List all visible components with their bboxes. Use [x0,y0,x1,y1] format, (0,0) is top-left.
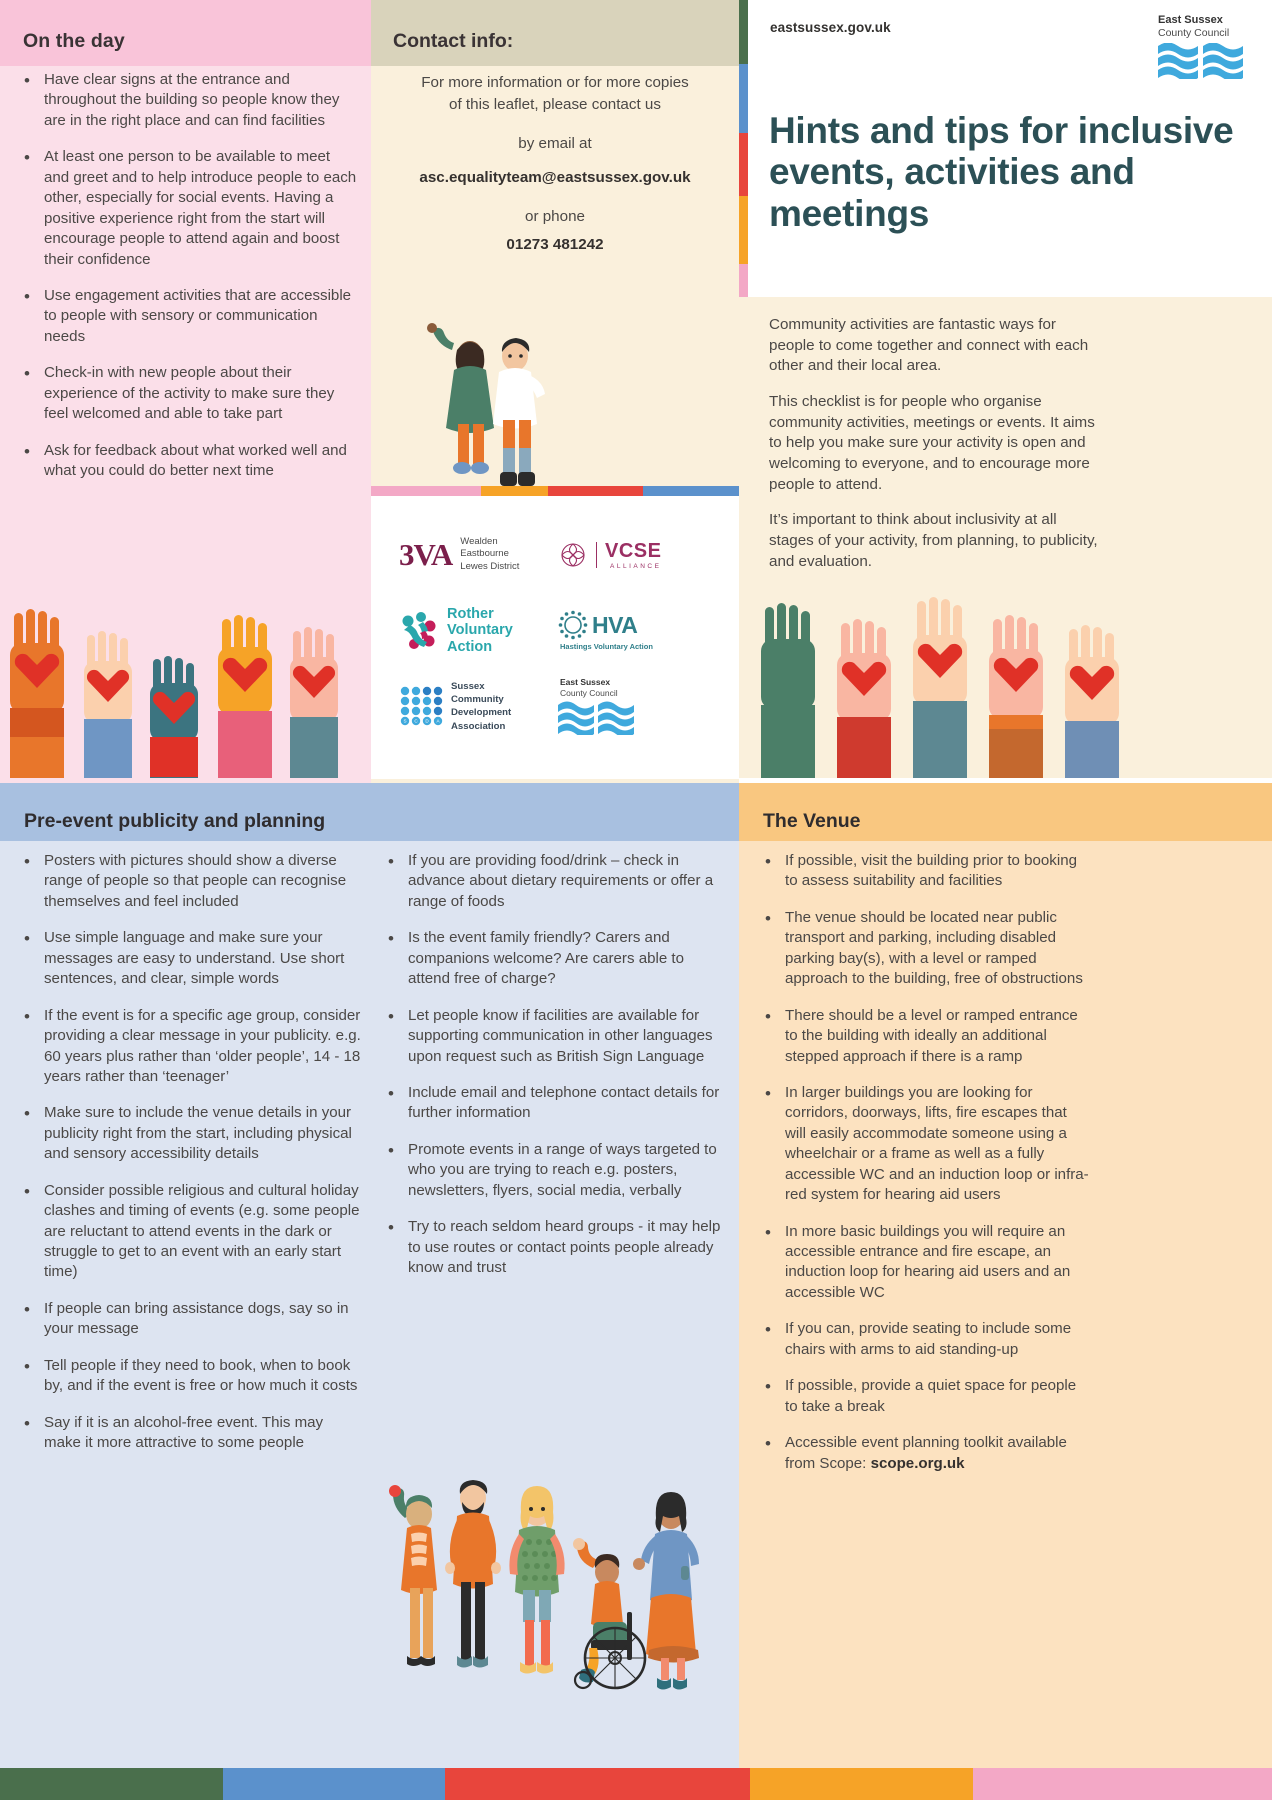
contact-email-label: by email at [518,135,592,153]
contact-line-2: of this leaflet, please contact us [449,95,661,113]
list-item: • If people can bring assistance dogs, say so in your message [18,1299,363,1340]
on-the-day-list [18,70,358,497]
logo-rva-line-3: Action [447,638,493,655]
list-item: • Posters with pictures should show a diverse range of people so that people can recognise themselves and feel included [18,851,363,912]
stripe-pink [973,1768,1272,1800]
svg-text:A: A [436,718,440,724]
svg-text:C: C [414,718,418,724]
contact-heading: Contact info: [393,30,514,52]
list-item: • If possible, provide a quiet space for people to take a break [759,1376,1089,1417]
scope-toolkit-text: Accessible event planning toolkit available from Scope: [785,1434,1067,1472]
logo-escc-partner [558,677,717,735]
pre-event-list-column-1 [18,851,363,1470]
partner-logos-box [371,496,739,779]
group-of-people-illustration [375,1456,725,1761]
contact-line-1: For more information or for more copies [421,74,689,91]
on-the-day-header [0,0,371,66]
rother-people-icon [399,612,439,650]
raised-hands-illustration-left [0,593,371,778]
stripe-green [0,1768,223,1800]
list-item: • Let people know if facilities are available for supporting communication in other languages upon request such as British Sign Language [382,1006,722,1067]
logo-vcse [558,540,717,570]
logo-vcse-mark: VCSE [605,539,662,562]
scda-dots-icon [399,686,443,726]
logo-escc-line-1: East Sussex [560,677,611,688]
list-item: • In more basic buildings you will require an accessible entrance and fire escape, an induction loop for hearing aid users and an accessible WC [759,1222,1089,1304]
list-item: • In larger buildings you are looking for corridors, doorways, lifts, fire escapes that will easily accommodate someone using a wheelchair or a frame as well as a fully accessible WC and an induction loop or infra-red system for hearing aid users [759,1083,1089,1206]
list-item: • Is the event family friendly? Carers and companions welcome? Are carers able to attend free of charge? [382,928,722,989]
logo-scda-line-3: Development [451,707,512,719]
logo-vcse-line-1: ALLIANCE [610,562,662,570]
east-sussex-county-council-logo [1158,14,1244,84]
logo-scda-line-1: Sussex [451,680,485,692]
logo-3va-line-1: Wealden [460,535,498,547]
escc-waves-icon [558,701,636,735]
logo-hva [558,610,717,651]
pre-event-list-column-2 [382,851,722,1294]
list-item: • If possible, visit the building prior to booking to assess suitability and facilities [759,851,1089,892]
panel-venue [739,783,1272,1768]
panel-pre-event [0,783,739,1768]
logo-scda-line-4: Association [451,720,506,732]
list-item: • If you are providing food/drink – check in advance about dietary requirements or offer a range of foods [382,851,722,912]
pre-event-header [0,783,739,841]
website-url[interactable]: eastsussex.gov.uk [770,20,891,35]
venue-heading: The Venue [763,810,861,832]
logo-divider [596,542,597,568]
list-item: • If the event is for a specific age group, consider providing a clear message in your publicity. e.g. 60 years plus rather than ‘older people’, 14 - 18 years rather than ‘teenager’ [18,1006,363,1088]
logo-scda [399,680,558,733]
on-the-day-heading: On the day [23,30,125,52]
list-item: • Say if it is an alcohol-free event. This may make it more attractive to some people [18,1413,363,1454]
contact-body [371,72,739,255]
intro-paragraph-3: It’s important to think about inclusivity at all stages of your activity, from planning, to publicity, and evaluation. [769,511,1098,570]
bottom-band [0,783,1272,1800]
escc-logo-line-1: East Sussex [1158,14,1223,26]
raised-hands-illustration-right [739,593,1272,778]
list-item: • Ask for feedback about what worked well and what you could do better next time [18,441,358,482]
logo-scda-line-2: Community [451,694,504,706]
stripe-red [445,1768,750,1800]
logo-hva-line-1: Hastings Voluntary Action [560,642,653,652]
logo-escc-line-2: County Council [560,687,618,698]
venue-header [739,783,1272,841]
escc-logo-line-2: County Council [1158,27,1230,40]
list-item: • Promote events in a range of ways targeted to who you are trying to reach e.g. posters, newsletters, flyers, social media, verbally [382,1140,722,1201]
intro-paragraph-1: Community activities are fantastic ways for people to come together and connect with each other and their local area. [769,316,1089,375]
logo-rva-line-2: Voluntary [447,622,513,639]
logo-3va-mark: 3VA [399,536,453,572]
list-item: • Check-in with new people about their experience of the activity to make sure they feel welcomed and able to take part [18,363,358,424]
partner-logo-grid [399,526,717,735]
pre-event-heading: Pre-event publicity and planning [24,810,326,832]
two-people-illustration [371,320,739,492]
bottom-color-stripe [0,1768,1272,1800]
list-item: • Consider possible religious and cultural holiday clashes and timing of events (e.g. some people are reluctant to attend events in the dark or struggle to get to an event with an early start time) [18,1181,363,1283]
page-title: Hints and tips for inclusive events, activities and meetings [769,110,1234,234]
vcse-knot-icon [558,540,588,570]
list-item: • Tell people if they need to book, when to book by, and if the event is free or how much it costs [18,1356,363,1397]
mid-color-stripe [371,486,739,496]
contact-email[interactable]: asc.equalityteam@eastsussex.gov.uk [419,168,691,186]
logo-3va-line-3: Lewes District [460,561,520,573]
svg-text:D: D [425,718,429,724]
logo-rother-voluntary-action [399,606,558,656]
list-item: • Have clear signs at the entrance and throughout the building so people know they are in the right place and can find facilities [18,70,358,131]
top-band [0,0,1272,898]
venue-list [759,851,1089,1490]
list-item: • Use engagement activities that are accessible to people with sensory or communication needs [18,286,358,347]
svg-text:S: S [403,718,407,724]
list-item: • Make sure to include the venue details in your publicity right from the start, including physical and sensory accessibility details [18,1103,363,1164]
vertical-color-stripe [739,0,748,300]
contact-phone-label: or phone [525,208,585,226]
list-item-scope [759,1433,1089,1474]
list-item: • Try to reach seldom heard groups - it may help to use routes or contact points people already know and trust [382,1217,722,1278]
list-item: • There should be a level or ramped entrance to the building with ideally an additional stepped approach if there is a ramp [759,1006,1089,1067]
logo-3va-line-2: Eastbourne [460,548,509,560]
logo-rva-line-1: Rother [447,605,494,622]
contact-header [371,0,739,66]
list-item: • If you can, provide seating to include some chairs with arms to aid standing-up [759,1319,1089,1360]
logo-hva-mark: HVA [592,611,638,638]
hva-sunburst-icon [558,610,588,640]
contact-phone[interactable]: 01273 481242 [506,235,604,253]
list-item: • Include email and telephone contact details for further information [382,1083,722,1124]
list-item: • Use simple language and make sure your messages are easy to understand. Use short sentences, and clear, simple words [18,928,363,989]
list-item: • At least one person to be available to meet and greet and to help introduce people to each other, especially for social events. Having a positive experience right from the start will encourage people to attend again and boost their confidence [18,147,358,270]
intro-text [769,315,1099,587]
stripe-blue [223,1768,446,1800]
list-item: • The venue should be located near public transport and parking, including disabled parking bay(s), with a level or ramped approach to the building, free of obstructions [759,908,1089,990]
logo-3va [399,536,558,574]
scope-link[interactable]: scope.org.uk [870,1454,965,1472]
escc-logo-text [1158,14,1244,40]
stripe-orange [750,1768,973,1800]
escc-waves-header-icon [1158,43,1244,79]
intro-paragraph-2: This checklist is for people who organise community activities, meetings or events. It aims to help you make sure your activity is open and welcoming to everyone, and to encourage more people to attend. [769,393,1095,493]
